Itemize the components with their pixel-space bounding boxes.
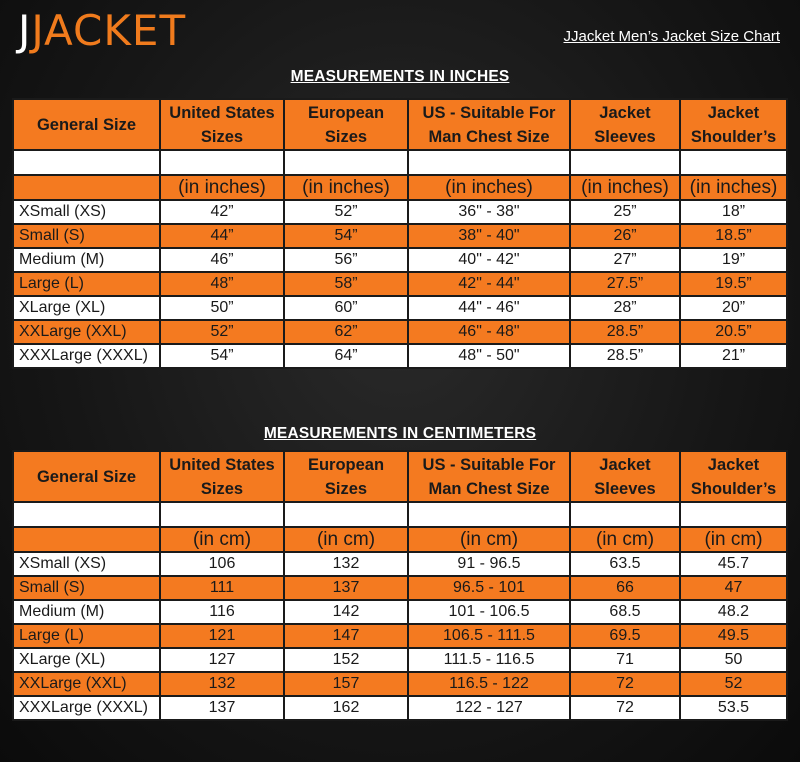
- cm-value-cell: 111: [160, 576, 284, 600]
- inches-unit-cell: (in inches): [408, 175, 570, 200]
- inches-value-cell: 42”: [160, 200, 284, 224]
- cm-value-cell: 47: [680, 576, 787, 600]
- cm-value-cell: 69.5: [570, 624, 680, 648]
- cm-size-label-cell: XXLarge (XXL): [13, 672, 160, 696]
- inches-unit-cell: (in inches): [284, 175, 408, 200]
- cm-blank-cell: [13, 502, 160, 527]
- cm-blank-cell: [284, 502, 408, 527]
- inches-blank-cell: [284, 150, 408, 175]
- cm-size-label-cell: Small (S): [13, 576, 160, 600]
- inches-value-cell: 21”: [680, 344, 787, 368]
- cm-unit-row: [13, 527, 787, 552]
- inches-value-cell: 52”: [160, 320, 284, 344]
- cm-table-row: [13, 552, 787, 576]
- cm-value-cell: 53.5: [680, 696, 787, 720]
- inches-header-row: [13, 99, 787, 150]
- inches-size-label-cell: Medium (M): [13, 248, 160, 272]
- cm-value-cell: 132: [160, 672, 284, 696]
- inches-size-label-cell: XLarge (XL): [13, 296, 160, 320]
- cm-table-row: [13, 648, 787, 672]
- cm-value-cell: 116.5 - 122: [408, 672, 570, 696]
- cm-value-cell: 121: [160, 624, 284, 648]
- inches-value-cell: 46”: [160, 248, 284, 272]
- cm-unit-cell: (in cm): [680, 527, 787, 552]
- inches-value-cell: 48" - 50": [408, 344, 570, 368]
- cm-unit-blank-cell: [13, 527, 160, 552]
- cm-unit-cell: (in cm): [570, 527, 680, 552]
- inches-blank-cell: [13, 150, 160, 175]
- inches-header-cell: Jacket Shoulder’s: [680, 99, 787, 150]
- cm-header-row: [13, 451, 787, 502]
- inches-value-cell: 54”: [160, 344, 284, 368]
- cm-blank-cell: [408, 502, 570, 527]
- cm-value-cell: 152: [284, 648, 408, 672]
- inches-value-cell: 46" - 48": [408, 320, 570, 344]
- cm-size-label-cell: XLarge (XL): [13, 648, 160, 672]
- inches-value-cell: 42" - 44": [408, 272, 570, 296]
- cm-value-cell: 71: [570, 648, 680, 672]
- brand-logo-rest: JACKET: [31, 6, 187, 55]
- inches-table-row: [13, 248, 787, 272]
- inches-value-cell: 52”: [284, 200, 408, 224]
- inches-size-label-cell: Small (S): [13, 224, 160, 248]
- cm-header-cell: General Size: [13, 451, 160, 502]
- cm-header-cell: European Sizes: [284, 451, 408, 502]
- cm-header-cell: Jacket Shoulder’s: [680, 451, 787, 502]
- inches-value-cell: 28”: [570, 296, 680, 320]
- inches-value-cell: 28.5”: [570, 320, 680, 344]
- cm-value-cell: 116: [160, 600, 284, 624]
- inches-header-cell: European Sizes: [284, 99, 408, 150]
- cm-size-label-cell: XSmall (XS): [13, 552, 160, 576]
- cm-size-label-cell: Medium (M): [13, 600, 160, 624]
- inches-size-label-cell: XXXLarge (XXXL): [13, 344, 160, 368]
- inches-size-label-cell: XXLarge (XXL): [13, 320, 160, 344]
- cm-section-title: MEASUREMENTS IN CENTIMETERS: [263, 425, 537, 442]
- inches-size-label-cell: XSmall (XS): [13, 200, 160, 224]
- cm-value-cell: 96.5 - 101: [408, 576, 570, 600]
- inches-blank-cell: [408, 150, 570, 175]
- inches-value-cell: 36" - 38": [408, 200, 570, 224]
- cm-value-cell: 106: [160, 552, 284, 576]
- inches-blank-cell: [680, 150, 787, 175]
- cm-value-cell: 63.5: [570, 552, 680, 576]
- cm-value-cell: 111.5 - 116.5: [408, 648, 570, 672]
- cm-blank-row: [13, 502, 787, 527]
- inches-table-row: [13, 320, 787, 344]
- cm-header-cell: Jacket Sleeves: [570, 451, 680, 502]
- cm-value-cell: 147: [284, 624, 408, 648]
- cm-header-cell: US - Suitable For Man Chest Size: [408, 451, 570, 502]
- inches-header-cell: US - Suitable For Man Chest Size: [408, 99, 570, 150]
- cm-value-cell: 137: [160, 696, 284, 720]
- cm-value-cell: 91 - 96.5: [408, 552, 570, 576]
- cm-table-row: [13, 696, 787, 720]
- inches-value-cell: 20”: [680, 296, 787, 320]
- cm-value-cell: 127: [160, 648, 284, 672]
- inches-header-cell: United States Sizes: [160, 99, 284, 150]
- cm-unit-cell: (in cm): [408, 527, 570, 552]
- cm-unit-cell: (in cm): [160, 527, 284, 552]
- inches-value-cell: 62”: [284, 320, 408, 344]
- inches-value-cell: 26”: [570, 224, 680, 248]
- inches-unit-row: [13, 175, 787, 200]
- cm-size-label-cell: Large (L): [13, 624, 160, 648]
- inches-table-row: [13, 272, 787, 296]
- inches-value-cell: 38" - 40": [408, 224, 570, 248]
- chart-title-link[interactable]: JJacket Men’s Jacket Size Chart: [563, 28, 780, 45]
- cm-value-cell: 48.2: [680, 600, 787, 624]
- cm-blank-cell: [160, 502, 284, 527]
- inches-value-cell: 28.5”: [570, 344, 680, 368]
- inches-section-title: MEASUREMENTS IN INCHES: [290, 68, 510, 85]
- cm-table-row: [13, 576, 787, 600]
- inches-size-table: [12, 98, 788, 369]
- inches-unit-cell: (in inches): [570, 175, 680, 200]
- inches-blank-cell: [570, 150, 680, 175]
- inches-table-row: [13, 296, 787, 320]
- inches-value-cell: 40" - 42": [408, 248, 570, 272]
- inches-unit-blank-cell: [13, 175, 160, 200]
- inches-value-cell: 44”: [160, 224, 284, 248]
- inches-unit-cell: (in inches): [160, 175, 284, 200]
- cm-value-cell: 106.5 - 111.5: [408, 624, 570, 648]
- cm-value-cell: 49.5: [680, 624, 787, 648]
- cm-value-cell: 52: [680, 672, 787, 696]
- cm-value-cell: 122 - 127: [408, 696, 570, 720]
- cm-value-cell: 142: [284, 600, 408, 624]
- cm-size-table: [12, 450, 788, 721]
- cm-value-cell: 72: [570, 696, 680, 720]
- cm-blank-cell: [680, 502, 787, 527]
- inches-blank-row: [13, 150, 787, 175]
- inches-value-cell: 18.5”: [680, 224, 787, 248]
- cm-value-cell: 45.7: [680, 552, 787, 576]
- inches-table-row: [13, 200, 787, 224]
- cm-value-cell: 137: [284, 576, 408, 600]
- inches-value-cell: 27”: [570, 248, 680, 272]
- inches-value-cell: 20.5”: [680, 320, 787, 344]
- inches-value-cell: 60”: [284, 296, 408, 320]
- cm-table-row: [13, 600, 787, 624]
- inches-value-cell: 54”: [284, 224, 408, 248]
- inches-header-cell: Jacket Sleeves: [570, 99, 680, 150]
- inches-size-label-cell: Large (L): [13, 272, 160, 296]
- inches-table-row: [13, 344, 787, 368]
- cm-value-cell: 157: [284, 672, 408, 696]
- cm-table-row: [13, 624, 787, 648]
- inches-value-cell: 19”: [680, 248, 787, 272]
- cm-value-cell: 68.5: [570, 600, 680, 624]
- inches-value-cell: 18”: [680, 200, 787, 224]
- inches-unit-cell: (in inches): [680, 175, 787, 200]
- inches-value-cell: 56”: [284, 248, 408, 272]
- cm-table-row: [13, 672, 787, 696]
- inches-value-cell: 27.5”: [570, 272, 680, 296]
- inches-value-cell: 48”: [160, 272, 284, 296]
- cm-unit-cell: (in cm): [284, 527, 408, 552]
- inches-table-row: [13, 224, 787, 248]
- inches-value-cell: 19.5”: [680, 272, 787, 296]
- cm-value-cell: 50: [680, 648, 787, 672]
- inches-value-cell: 25”: [570, 200, 680, 224]
- inches-value-cell: 50”: [160, 296, 284, 320]
- inches-value-cell: 58”: [284, 272, 408, 296]
- cm-value-cell: 132: [284, 552, 408, 576]
- brand-logo-first-letter: J: [18, 6, 32, 55]
- cm-value-cell: 162: [284, 696, 408, 720]
- brand-logo: [18, 6, 187, 55]
- inches-blank-cell: [160, 150, 284, 175]
- cm-value-cell: 72: [570, 672, 680, 696]
- cm-value-cell: 101 - 106.5: [408, 600, 570, 624]
- cm-header-cell: United States Sizes: [160, 451, 284, 502]
- cm-size-label-cell: XXXLarge (XXXL): [13, 696, 160, 720]
- inches-value-cell: 64”: [284, 344, 408, 368]
- inches-value-cell: 44" - 46": [408, 296, 570, 320]
- cm-blank-cell: [570, 502, 680, 527]
- inches-header-cell: General Size: [13, 99, 160, 150]
- cm-value-cell: 66: [570, 576, 680, 600]
